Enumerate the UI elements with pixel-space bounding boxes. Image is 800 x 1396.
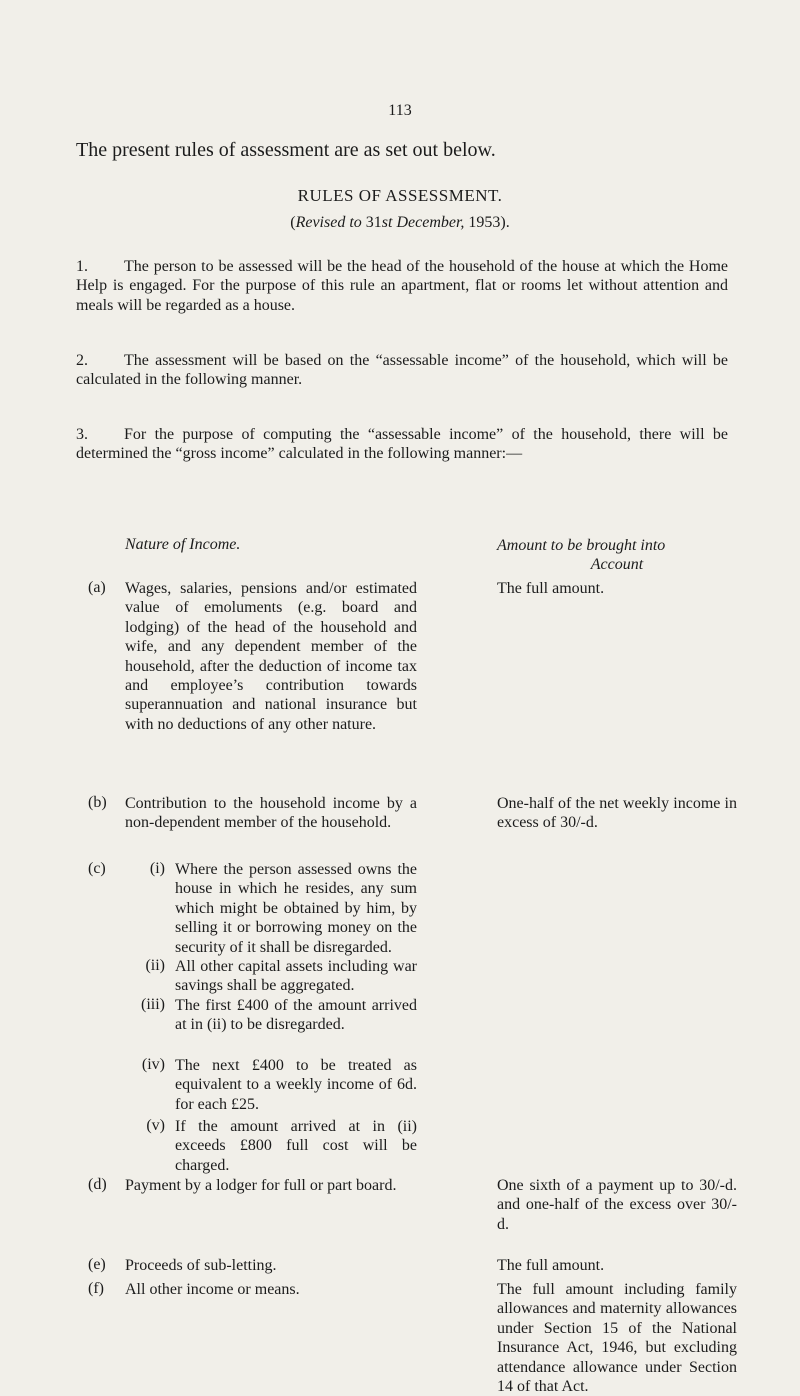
rule-number: 3. — [76, 426, 88, 443]
row-amount-a: The full amount. — [497, 580, 605, 597]
sub-text-v: If the amount arrived at in (ii) exceeds £800 full cost will be charged. — [175, 1118, 417, 1174]
sub-label-i: (i) — [149, 860, 165, 877]
row-text-e: Proceeds of sub-letting. — [125, 1257, 277, 1274]
sub-text-ii: All other capital assets including war savings shall be aggregated. — [175, 958, 417, 995]
rule-2 — [76, 351, 728, 390]
rule-text: The person to be assessed will be the head of the household of the house at which the Home Help is engaged. For the purpose of this rule an apartment, flat or rooms let without attention and meals will be regarded as a house. — [76, 258, 728, 314]
rule-number: 2. — [76, 352, 88, 369]
sub-text-iii: The first £400 of the amount arrived at in (ii) to be disregarded. — [175, 997, 417, 1034]
page-number: 113 — [388, 102, 412, 119]
sub-label-iv: (iv) — [141, 1056, 165, 1073]
rule-number: 1. — [76, 258, 88, 275]
rule-text: The assessment will be based on the “assessable income” of the household, which will be calculated in the following manner. — [76, 352, 728, 389]
sub-text-iv: The next £400 to be treated as equivalent to a weekly income of 6d. for each £25. — [175, 1057, 417, 1113]
intro-sentence: The present rules of assessment are as set out below. — [76, 139, 496, 161]
row-amount-f: The full amount including family allowances and maternity allowances under Section 15 of the National Insurance Act, 1946, but excluding attendance allowance under Section 14 of that Act. — [497, 1281, 737, 1396]
row-text-f: All other income or means. — [125, 1281, 300, 1298]
rule-3 — [76, 425, 728, 464]
row-amount-d: One sixth of a payment up to 30/-d. and one-half of the excess over 30/-d. — [497, 1177, 737, 1233]
row-text-a: Wages, salaries, pensions and/or estimated value of emoluments (e.g. board and lodging) of the head of the household and wife, and any dependent member of the household, after the deduction of income tax and employee’s contribution towards superannuation and national insurance but with no deductions of any other nature. — [125, 580, 417, 733]
sub-label-ii: (ii) — [145, 957, 165, 974]
row-label-b: (b) — [88, 794, 107, 811]
rule-1 — [76, 257, 728, 315]
row-label-f: (f) — [88, 1280, 104, 1297]
row-text-b: Contribution to the household income by a non-dependent member of the household. — [125, 795, 417, 832]
row-amount-b: One-half of the net weekly income in excess of 30/-d. — [497, 795, 737, 832]
row-label-d: (d) — [88, 1176, 107, 1193]
row-label-a: (a) — [88, 579, 106, 596]
column-header-amount: Amount to be brought into Account — [497, 537, 666, 574]
column-header-nature: Nature of Income. — [125, 536, 241, 553]
sub-text-i: Where the person assessed owns the house in which he resides, any sum which might be obtained by him, by selling it or borrowing money on the security of it shall be disregarded. — [175, 861, 417, 956]
row-label-c: (c) — [88, 860, 106, 877]
row-label-e: (e) — [88, 1256, 106, 1273]
rules-title: RULES OF ASSESSMENT. — [297, 186, 503, 205]
sub-label-v: (v) — [146, 1117, 165, 1134]
rule-text: For the purpose of computing the “assessable income” of the household, there will be determined the “gross income” calculated in the following manner:— — [76, 426, 728, 463]
rules-subtitle: (Revised to 31st December, 1953). — [290, 214, 510, 231]
row-text-d: Payment by a lodger for full or part board. — [125, 1177, 397, 1194]
row-amount-e: The full amount. — [497, 1257, 605, 1274]
sub-label-iii: (iii) — [141, 996, 165, 1013]
